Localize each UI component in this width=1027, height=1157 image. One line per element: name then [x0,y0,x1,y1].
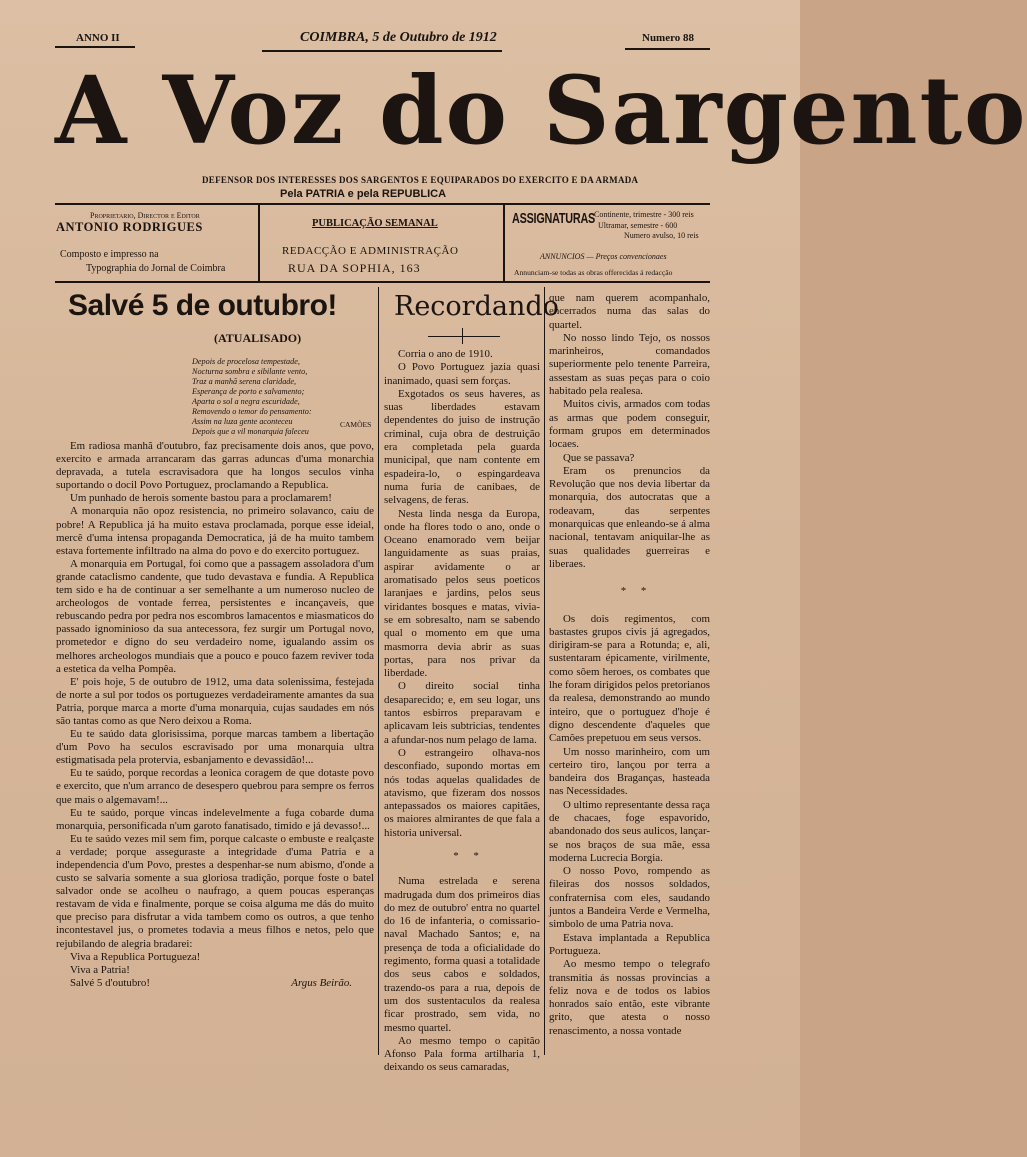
address: RUA DA SOPHIA, 163 [288,261,421,275]
stars-separator-icon: * * [620,585,653,598]
paragraph: E' pois hoje, 5 de outubro de 1912, uma data solenissima, festejada de norte a sul por todos os portuguezes verdadeiramente amantes da sua Patria, porque marca a morte d'uma monarquia, cujas saudades em nós são tantas como as que Nero deixou a Roma. [56,675,374,727]
paragraph: A monarquia em Portugal, foi como que a passagem assoladora d'um grande cataclismo candente, que tudo devastava e fundia. A Republica tem sido e ha de continuar a ser semelhante a um numeroso nucleo de archeologos de vontade ferrea, persistentes e incançaveis, que rebuscando pedra por pedra nos escombros lamacentos e miasmaticos do passado ignominioso da sua antecessora, fez surgir um Portugal novo, prometedor e digno do seu verdadeiro nome, igualando assim os melhores archeologos mundiais que a pouco e pouco fazem reviver toda a estetica da velha Pompêa. [56,557,374,675]
masthead-title: A Voz do Sargento [55,56,1027,166]
paragraph: O estrangeiro olhava-nos desconfiado, supondo mortas em nós todas aquelas qualidades de atavismo, que fizeram dos nossos antepassados os maiores capitães, os maiores almirantes de que fala a historia universal. [384,746,540,839]
paragraph: Ao mesmo tempo o capitão Afonso Pala forma artilharia 1, deixando os seus camaradas, [384,1034,540,1074]
stars-separator-icon: * * [453,849,485,862]
motto: Pela PATRIA e pela REPUBLICA [280,188,447,200]
poem-line: Aparta o sol a negra escuridade, [192,397,300,406]
paragraph: Que se passava? [563,451,635,464]
article1-subhead: (ATUALISADO) [214,331,302,345]
poem-line: Nocturna sombra e sibilante vento, [192,367,308,376]
paragraph: Em radiosa manhã d'outubro, faz precisamente dois anos, que povo, exercito e armada arrancaram das garras aduncas d'uma monarchia depravada, a tutela escravisadora que ha longos seculos vinha suportando o docil Povo Portuguez, proclamando a Republica. [56,440,374,492]
proprietario-name: ANTONIO RODRIGUES [56,220,203,234]
poem-line: Esperança de porto e salvamento; [192,387,305,396]
paragraph: Os dois regimentos, com bastastes grupos civis já agregados, dirigiram-se para a Rotunda; e, ali, sustentaram épicamente, virilmente, como sôem heroes, os combates que lhe foram dirigidos pelos pretorianos da realesa, demonstrando ao mundo inteiro, que o portuguez d'hoje é digno descendente d'aqueles que Camões prepetuou em seus versos. [549,612,710,745]
proprietario-label: Proprietario, Director e Editor [90,211,200,220]
numero-rule [625,48,710,50]
price-ultramar: Ultramar, semestre - 600 [598,221,678,230]
redaccao-label: REDACÇÃO E ADMINISTRAÇÃO [282,245,459,257]
article2-col2 [549,292,710,1038]
closing-line: Viva a Patria! [70,963,130,976]
poem-line: Traz a manhã serena claridade, [192,377,297,386]
closing-line: Viva a Republica Portugueza! [70,950,201,963]
paragraph: O direito social tinha desaparecido; e, em seu logar, uns tantos esbirros preparavam e aplicavam leis subtricias, tendentes a afundar-nos num pelago de lama. [384,680,540,746]
poem-line: Assim na luza gente aconteceu [192,417,293,426]
paragraph: Um nosso marinheiro, com um certeiro tiro, lançou por terra a bandeira dos Braganças, hasteada nas Necessidades. [549,745,710,798]
column-rule-2 [544,287,545,1055]
paragraph: Um punhado de herois somente bastou para a proclamarem! [70,492,332,505]
article2-col1 [384,348,540,1075]
article1-headline: Salvé 5 de outubro! [68,289,337,322]
paragraph: Estava implantada a Republica Portugueza. [549,931,710,957]
separator-icon [428,336,500,337]
infobox-bottom-rule [55,281,710,283]
publicacao-label: PUBLICAÇÃO SEMANAL [312,218,438,229]
paragraph: Eram os prenuncios da Revolução que nos devia libertar da monarquia, dos autocratas que a rodeavam, das serpentes monarquicas que enleando-se á alma nacional, tentavam aniquilar-lhe as suas qualidades guerreiras e liberaes. [549,464,710,570]
article1-body [56,440,374,990]
paragraph: Nesta linda nesga da Europa, onde ha flores todo o ano, onde o Oceano enamorado vem beijar languidamente as suas praias, aspirar avidamente o ar aromatisado pelos seus poeticos laranjaes e jardins, pelos seus viridantes bosques e matas, vivia-se em sobresalto, nam se sabendo qual o momento em que uma masmorra devia abrir as suas portas, para nos privar da liberdade. [384,507,540,680]
paragraph: A monarquia não opoz resistencia, no primeiro solavanco, caiu de pobre! A Republica já ha muito estava proclamada, porque esse ideial, mercê d'uma intensa propaganda Democratica, já de ha muito tambem estava fortemente infiltrado na alma do povo e do exercito portuguez. [56,505,374,557]
infobox-divider-2 [503,205,505,281]
paragraph: O nosso Povo, rompendo as fileiras dos nossos soldados, confraternisa com eles, saudando juntos a Bandeira Verde e Vermelha, simbolo de uma Patria nova. [549,865,710,931]
poem-line: Removendo o temor do pensamento: [192,407,312,416]
paragraph: O Povo Portuguez jazia quasi inanimado, quasi sem forças. [384,361,540,387]
poem-line: Depois de procelosa tempestade, [192,357,300,366]
paragraph: Ao mesmo tempo o telegrafo transmitia ás nossas provincias a feliz nova e de todos os labios honrados saío então, este vibrante grito, que atesta o nosso renascimento, a nossa vontade [549,958,710,1037]
paragraph: No nosso lindo Tejo, os nossos marinheiros, comandados superiormente pelo tenente Parreira, assestam as suas peças para o coio habitado pela realesa. [549,331,710,398]
composto-text: Composto e impresso na [60,249,159,260]
price-continente: Continente, trimestre - 300 reis [594,210,694,219]
poem-author: CAMÕES [340,420,372,429]
infobox-divider-1 [258,205,260,281]
poem-line: Depois que a vil monarquia faleceu [192,427,309,436]
annunciam-text: Annunciam-se todas as obras offerecidas á redacção [514,268,673,277]
typographia-text: Typographia do Jornal de Coimbra [86,263,226,274]
issue-number: Numero 88 [642,32,695,44]
annuncios-text: ANNUNCIOS — Preços convencionaes [540,252,667,261]
dateline: COIMBRA, 5 de Outubro de 1912 [300,30,497,45]
paragraph: Eu te saúdo data glorisissima, porque marcas tambem a libertação d'um Povo ha seculos escravisado por uma monarquia ultra estigmatisada pela protervia, esbanjamento e devassidão!... [56,728,374,767]
paragraph: que nam querem acompanhalo, encerrados numa das salas do quartel. [549,292,710,331]
paragraph: Eu te saúdo vezes mil sem fim, porque calcaste o embuste e realçaste a verdade; porque asseguraste a integridade d'uma Patria e a independencia d'um Povo, prestes a despenhar-se num abismo, d'onde a custo se salvaria somente a sua gloriosa tradição, porque foste o batel salvador onde se acolheu o naufrago, a quem poucas esperanças restavam de vida e finalmente, porque se coisa alguma me dás do muito que preciso para disfrutar a vida tambem como os outros, a que tenho incontestavel jus, o prometes todavia a meus filhos e netos, pelo que rejubilando de alegria bradarei: [56,832,374,950]
column-rule-1 [378,287,379,1055]
subtitle: DEFENSOR DOS INTERESSES DOS SARGENTOS E EQUIPARADOS DO EXERCITO E DA ARMADA [202,175,639,185]
paragraph: Eu te saúdo, porque recordas a leonica coragem de que dotaste povo e exercito, que n'um arranco de desespero quebrou para sempre os ferros que mais o algemavam!... [56,767,374,806]
paragraph: Exgotados os seus haveres, as suas liberdades estavam dependentes do juiso de instrução criminal, cuja obra de destruição era completada pela guarda municipal, que nam contente em espadeira-lo, o espingardeava numa furia de canibaes, de selvagens, de feras. [384,387,540,507]
anno-label: ANNO II [76,32,120,44]
signature: Argus Beirão. [291,976,352,989]
closing-line: Salvé 5 d'outubro! [70,976,150,989]
price-avulso: Numero avulso, 10 reis [624,231,699,240]
paragraph: Muitos civis, armados com todas as armas que podem conseguir, formam grupos em determinados locaes. [549,398,710,451]
anno-rule [55,46,135,48]
infobox-top-rule [55,203,710,205]
article2-headline: Recordando [394,291,559,322]
paragraph: O ultimo representante dessa raça de chacaes, foge espavorido, abandonado dos seus aulicos, lançar-se nos braços de sua mãe, essa moderna Lucrecia Borgia. [549,798,710,864]
paragraph: Eu te saúdo, porque vincas indelevelmente a fuga cobarde duma monarquia, personificada n'um garoto fanatisado, timido e já devasso!... [56,806,374,832]
paragraph: Corria o ano de 1910. [398,348,493,360]
paragraph: Numa estrelada e serena madrugada dum dos primeiros dias do mez de outubro' entra no quartel do 16 de infanteria, o comissario-naval Machado Santos; e, na presença de toda a oficialidade do regimento, forma quasi a totalidade dos seus cabos e soldados, trazendo-os para a rua, depois de um dos sustentaculos da realesa ficar prostrado, sem vida, no mesmo quartel. [384,875,540,1034]
assignaturas-label: ASSIGNATURAS [512,210,596,227]
separator-cross-icon [462,328,463,344]
